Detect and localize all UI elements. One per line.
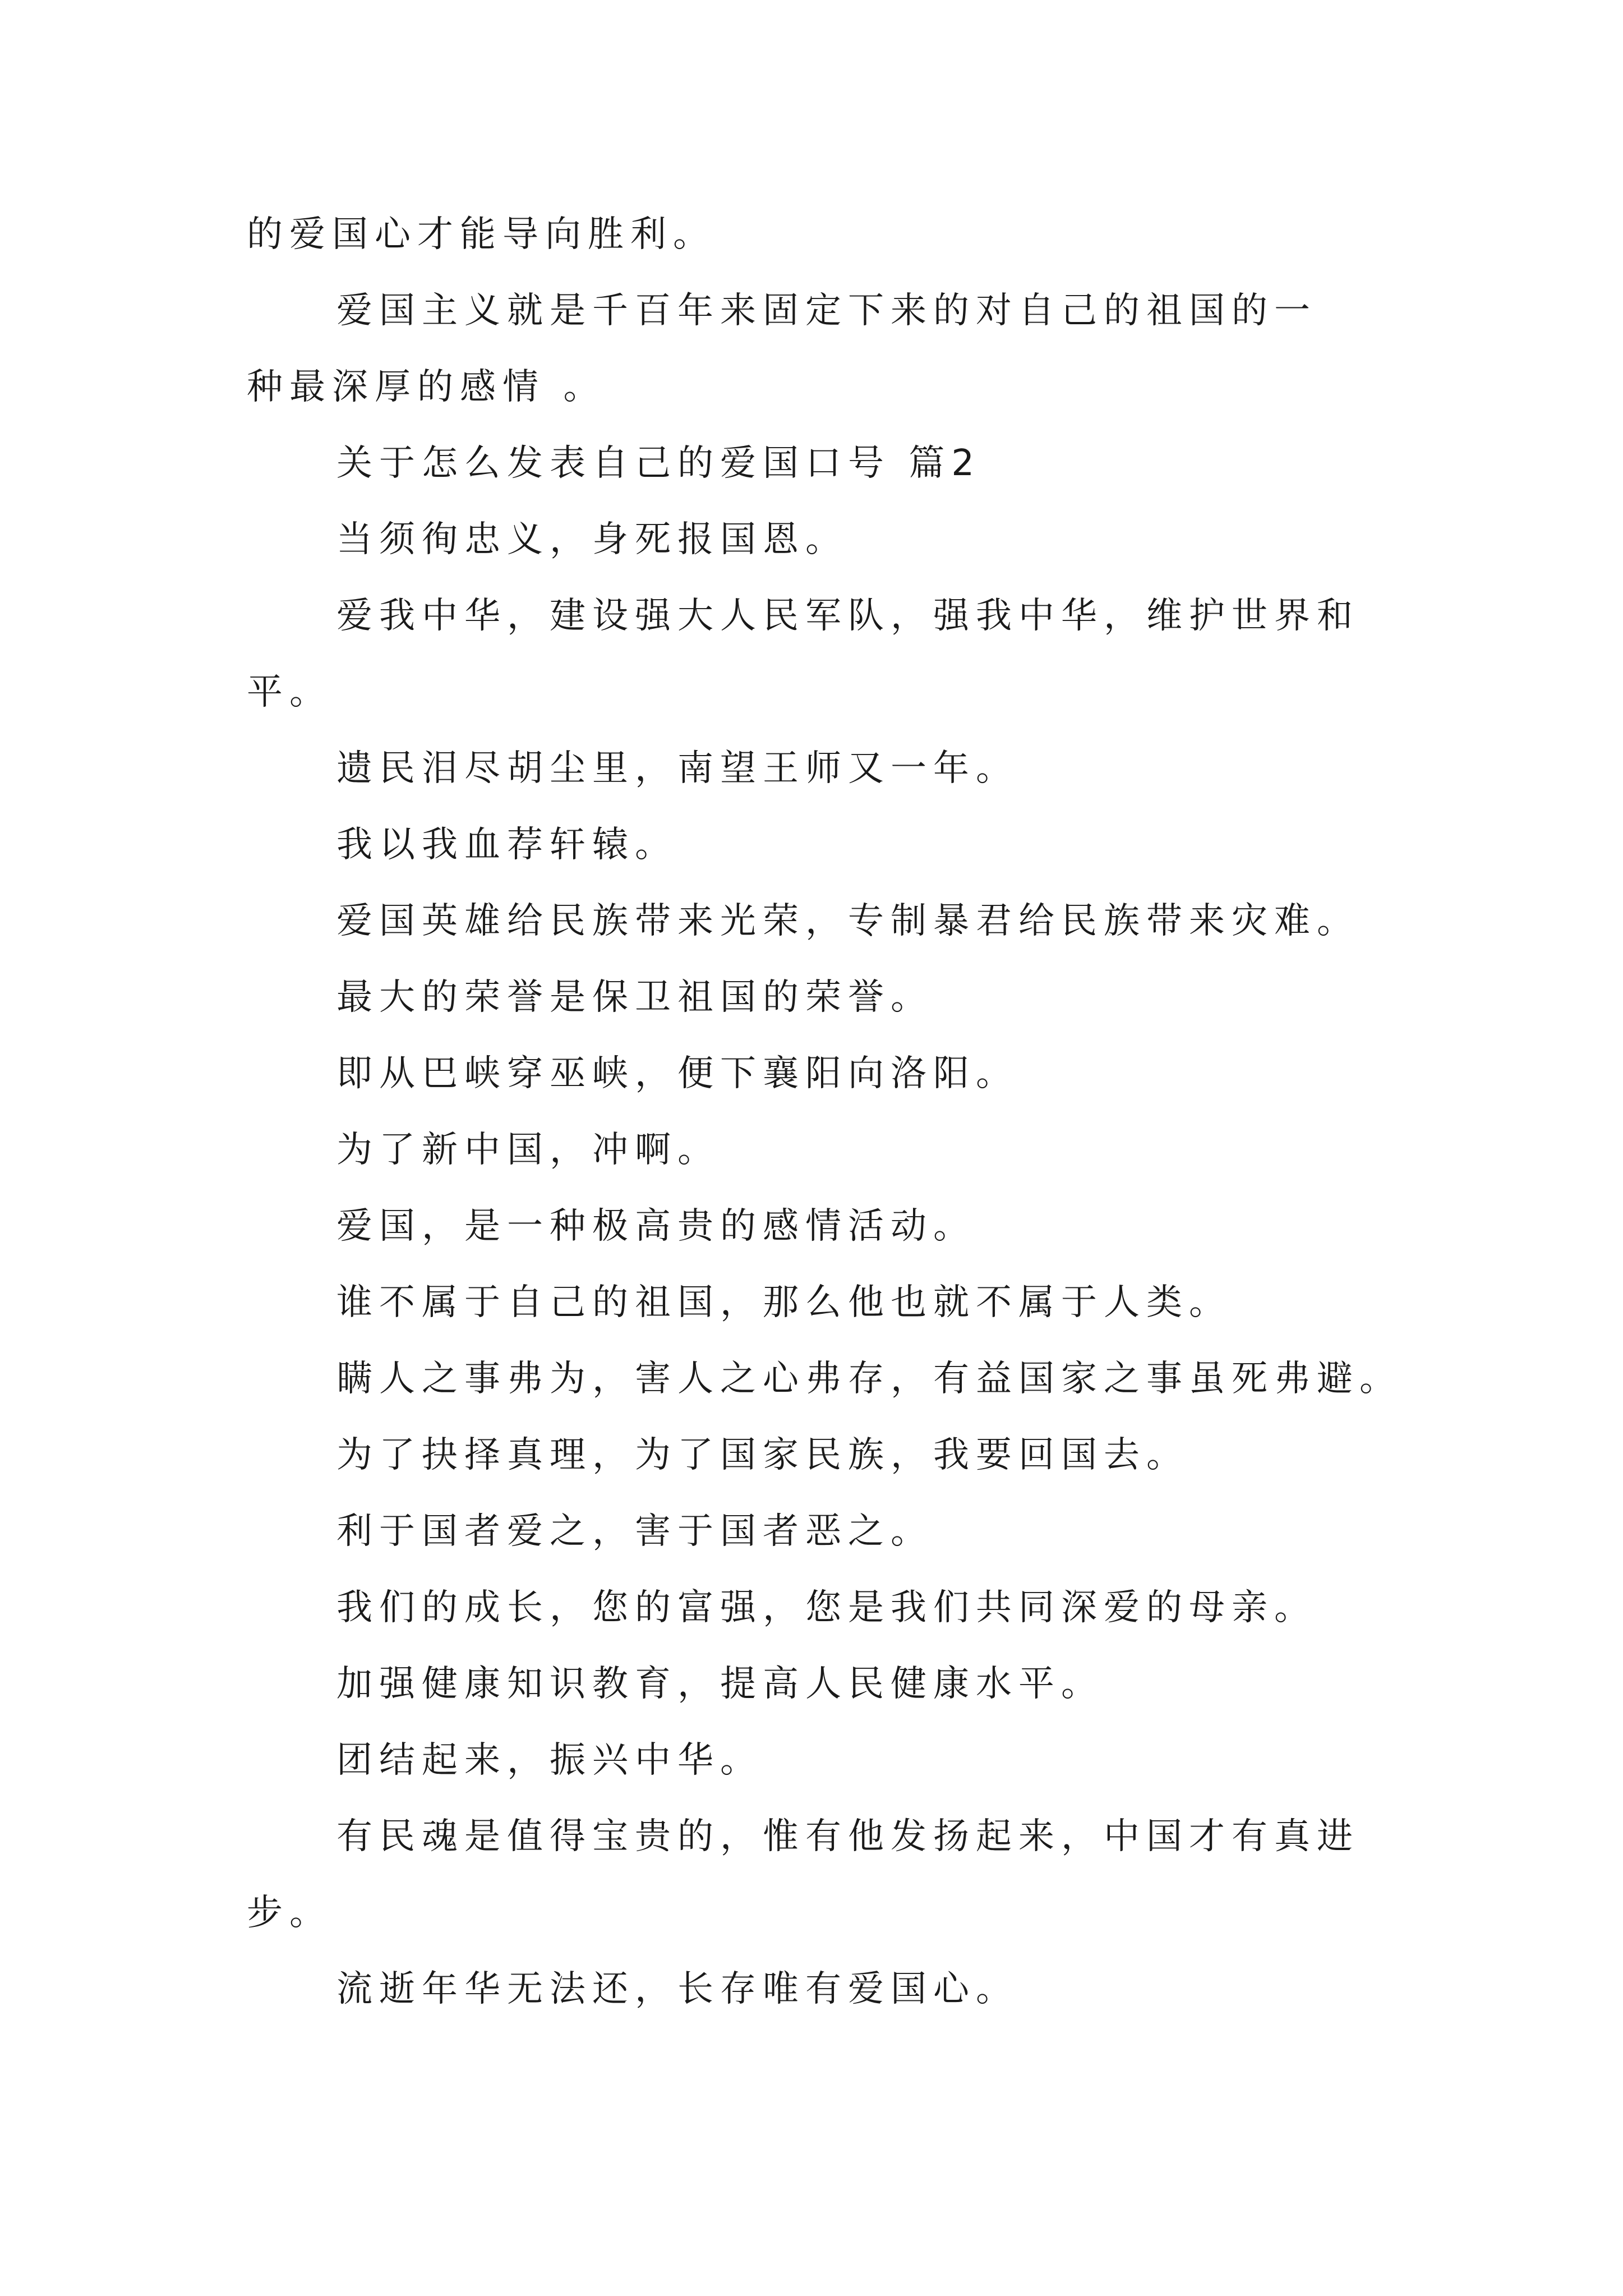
text-line: 爱国，是一种极高贵的感情活动。	[336, 1205, 976, 1247]
text-line: 加强健康知识教育，提高人民健康水平。	[336, 1663, 1104, 1705]
text-line: 平。	[247, 671, 332, 713]
text-line: 即从巴峡穿巫峡，便下襄阳向洛阳。	[336, 1053, 1018, 1094]
text-line: 利于国者爱之，害于国者恶之。	[336, 1511, 933, 1552]
text-line: 为了新中国，冲啊。	[336, 1129, 720, 1171]
text-line: 爱国主义就是千百年来固定下来的对自己的祖国的一	[336, 290, 1317, 332]
text-line: 步。	[247, 1892, 332, 1934]
text-line: 有民魂是值得宝贵的，惟有他发扬起来，中国才有真进	[336, 1816, 1359, 1857]
text-line: 种最深厚的感情 。	[247, 366, 606, 408]
text-line: 的爱国心才能导向胜利。	[247, 214, 716, 255]
text-line: 遗民泪尽胡尘里，南望王师又一年。	[336, 748, 1018, 789]
text-line: 谁不属于自己的祖国，那么他也就不属于人类。	[336, 1282, 1232, 1323]
text-line: 爱我中华，建设强大人民军队，强我中华，维护世界和	[336, 595, 1359, 637]
text-line: 我们的成长，您的富强，您是我们共同深爱的母亲。	[336, 1587, 1317, 1628]
section-heading: 关于怎么发表自己的爱国口号 篇2	[336, 443, 981, 484]
text-line: 为了抉择真理，为了国家民族，我要回国去。	[336, 1434, 1189, 1476]
text-line: 爱国英雄给民族带来光荣，专制暴君给民族带来灾难。	[336, 900, 1359, 942]
text-line: 团结起来，振兴中华。	[336, 1740, 763, 1781]
text-line: 最大的荣誉是保卫祖国的荣誉。	[336, 977, 933, 1018]
text-line: 瞒人之事弗为，害人之心弗存，有益国家之事虽死弗避。	[336, 1358, 1402, 1400]
text-line: 流逝年华无法还，长存唯有爱国心。	[336, 1968, 1018, 2010]
document-body	[247, 196, 1402, 2027]
text-line: 当须徇忠义，身死报国恩。	[336, 519, 848, 560]
text-line: 我以我血荐轩辕。	[336, 824, 677, 866]
